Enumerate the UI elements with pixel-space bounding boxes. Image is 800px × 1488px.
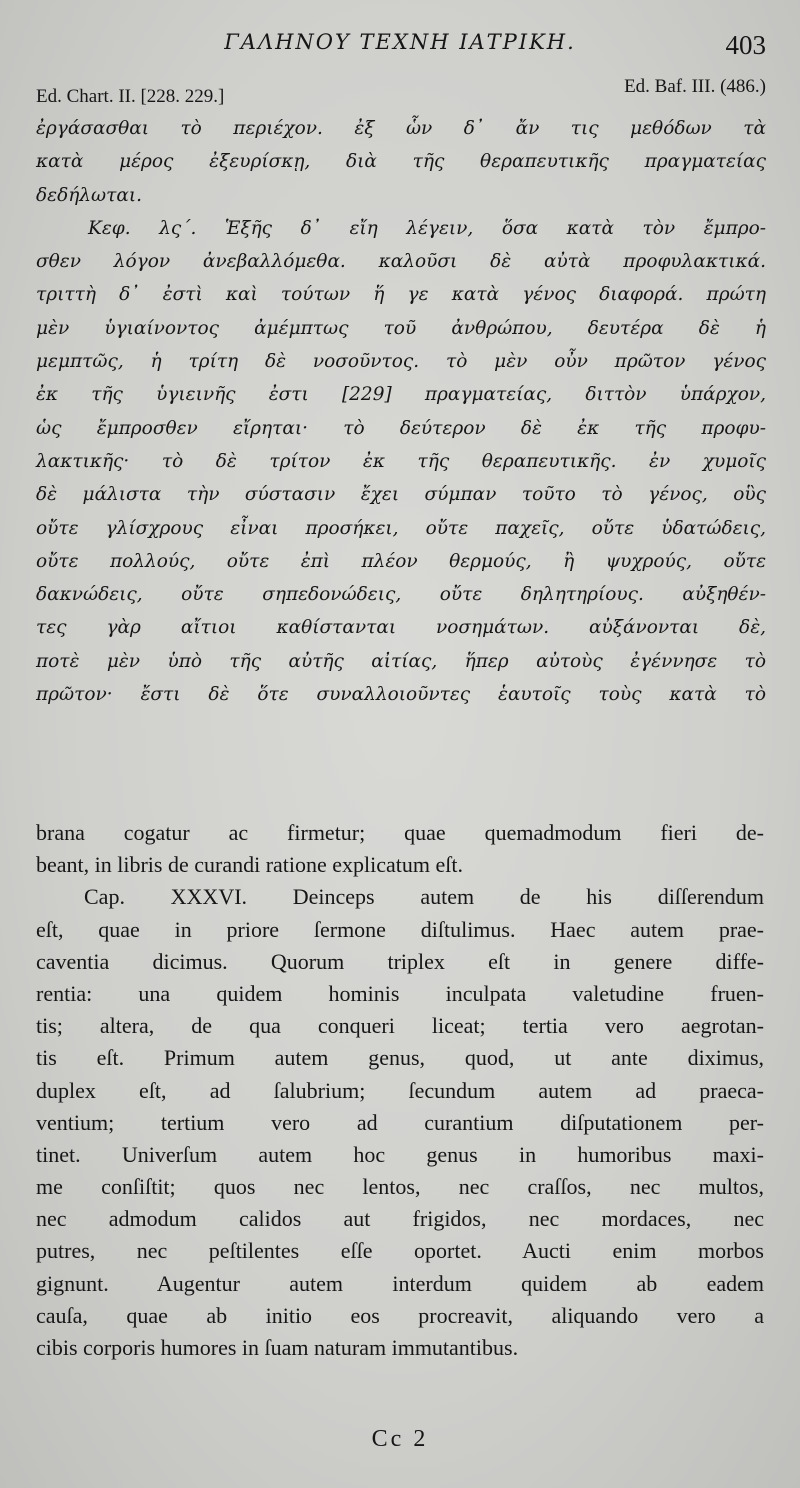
greek-line: δεδήλωται. bbox=[36, 184, 142, 206]
greek-line: ἐργάσασθαι τὸ περιέχον. ἐξ ὧν δ᾽ ἄν τις μεθόδων τὰ bbox=[36, 118, 766, 139]
greek-text-block bbox=[36, 112, 766, 711]
latin-line: putres, nec peſtilentes eſſe oportet. Aucti enim morbos bbox=[36, 1238, 764, 1264]
greek-line: μὲν ὑγιαίνοντος ἀμέμπτως τοῦ ἀνθρώπου, δευτέρα δὲ ἡ bbox=[36, 317, 766, 339]
latin-line: caventia dicimus. Quorum triplex eſt in genere diffe- bbox=[36, 948, 764, 974]
latin-line: gignunt. Augentur autem interdum quidem ab eadem bbox=[36, 1270, 764, 1296]
latin-line: cauſa, quae ab initio eos procreavit, aliquando vero a bbox=[36, 1302, 764, 1328]
greek-line: πρῶτον· ἔστι δὲ ὅτε συναλλοιοῦντες ἑαυτοῖς τοὺς κατὰ τὸ bbox=[36, 684, 766, 706]
printer-signature-mark: Cc 2 bbox=[371, 1426, 429, 1452]
greek-line: ὡς ἔμπροσθεν εἴρηται· τὸ δεύτερον δὲ ἐκ τῆς προφυ- bbox=[36, 417, 766, 439]
latin-line: me conſiſtit; quos nec lentos, nec craſſos, nec multos, bbox=[36, 1174, 764, 1200]
greek-line: ποτὲ μὲν ὑπὸ τῆς αὐτῆς αἰτίας, ἥπερ αὐτοὺς ἐγέννησε τὸ bbox=[36, 650, 766, 672]
greek-line: κατὰ μέρος ἐξευρίσκῃ, διὰ τῆς θεραπευτικῆς πραγματείας bbox=[36, 151, 766, 173]
latin-text-block bbox=[36, 817, 764, 1364]
greek-line: Κεφ. λς΄. Ἑξῆς δ᾽ εἴη λέγειν, ὅσα κατὰ τὸν ἔμπρο- bbox=[88, 217, 766, 239]
latin-line: tis; altera, de qua conqueri liceat; tertia vero aegrotan- bbox=[36, 1013, 764, 1039]
greek-line: οὔτε γλίσχρους εἶναι προσήκει, οὔτε παχεῖς, οὔτε ὑδατώδεις, bbox=[36, 517, 766, 539]
greek-line: δὲ μάλιστα τὴν σύστασιν ἔχει σύμπαν τοῦτο τὸ γένος, οὓς bbox=[36, 484, 766, 506]
edition-reference-right: Ed. Baf. III. (486.) bbox=[624, 76, 766, 97]
latin-line: Cap. XXXVI. Deinceps autem de his diſſerendum bbox=[84, 884, 764, 910]
latin-line: brana cogatur ac firmetur; quae quemadmodum fieri de- bbox=[36, 820, 764, 845]
greek-line: σθεν λόγον ἀνεβαλλόμεθα. καλοῦσι δὲ αὐτὰ προφυλακτικά. bbox=[36, 251, 766, 273]
greek-line: τριττὴ δ᾽ ἐστὶ καὶ τούτων ἥ γε κατὰ γένος διαφορά. πρώτη bbox=[36, 284, 766, 306]
latin-line: ventium; tertium vero ad curantium diſputationem per- bbox=[36, 1109, 764, 1135]
latin-line: cibis corporis humores in ſuam naturam immutantibus. bbox=[36, 1335, 519, 1360]
greek-line: ἐκ τῆς ὑγιεινῆς ἐστι [229] πραγματείας, διττὸν ὑπάρχον, bbox=[36, 384, 766, 406]
greek-line: οὔτε πολλούς, οὔτε ἐπὶ πλέον θερμούς, ἢ ψυχρούς, οὔτε bbox=[36, 550, 766, 572]
page-number: 403 bbox=[725, 30, 766, 60]
greek-line: τες γὰρ αἴτιοι καθίστανται νοσημάτων. αὐξάνονται δὲ, bbox=[36, 617, 766, 639]
edition-reference-left: Ed. Chart. II. [228. 229.] bbox=[36, 86, 225, 107]
latin-line: rentia: una quidem hominis inculpata valetudine fruen- bbox=[36, 980, 764, 1006]
greek-line: λακτικῆς· τὸ δὲ τρίτον ἐκ τῆς θεραπευτικῆς. ἐν χυμοῖς bbox=[36, 450, 766, 472]
latin-line: eſt, quae in priore ſermone diſtulimus. Haec autem prae- bbox=[36, 916, 764, 942]
latin-line: duplex eſt, ad ſalubrium; ſecundum autem ad praeca- bbox=[36, 1077, 764, 1103]
latin-line: tis eſt. Primum autem genus, quod, ut ante diximus, bbox=[36, 1045, 764, 1071]
latin-line: tinet. Univerſum autem hoc genus in humoribus maxi- bbox=[36, 1141, 764, 1167]
latin-line: beant, in libris de curandi ratione explicatum eſt. bbox=[36, 852, 464, 878]
greek-line: μεμπτῶς, ἡ τρίτη δὲ νοσοῦντος. τὸ μὲν οὖν πρῶτον γένος bbox=[36, 351, 766, 373]
running-title: ΓΑΛΗΝΟΥ ΤΕΧΝΗ ΙΑΤΡΙΚΗ. bbox=[224, 30, 576, 54]
latin-line: nec admodum calidos aut frigidos, nec mordaces, nec bbox=[36, 1206, 764, 1232]
greek-line: δακνώδεις, οὔτε σηπεδονώδεις, οὔτε δηλητηρίους. αὐξηθέν- bbox=[36, 584, 766, 606]
